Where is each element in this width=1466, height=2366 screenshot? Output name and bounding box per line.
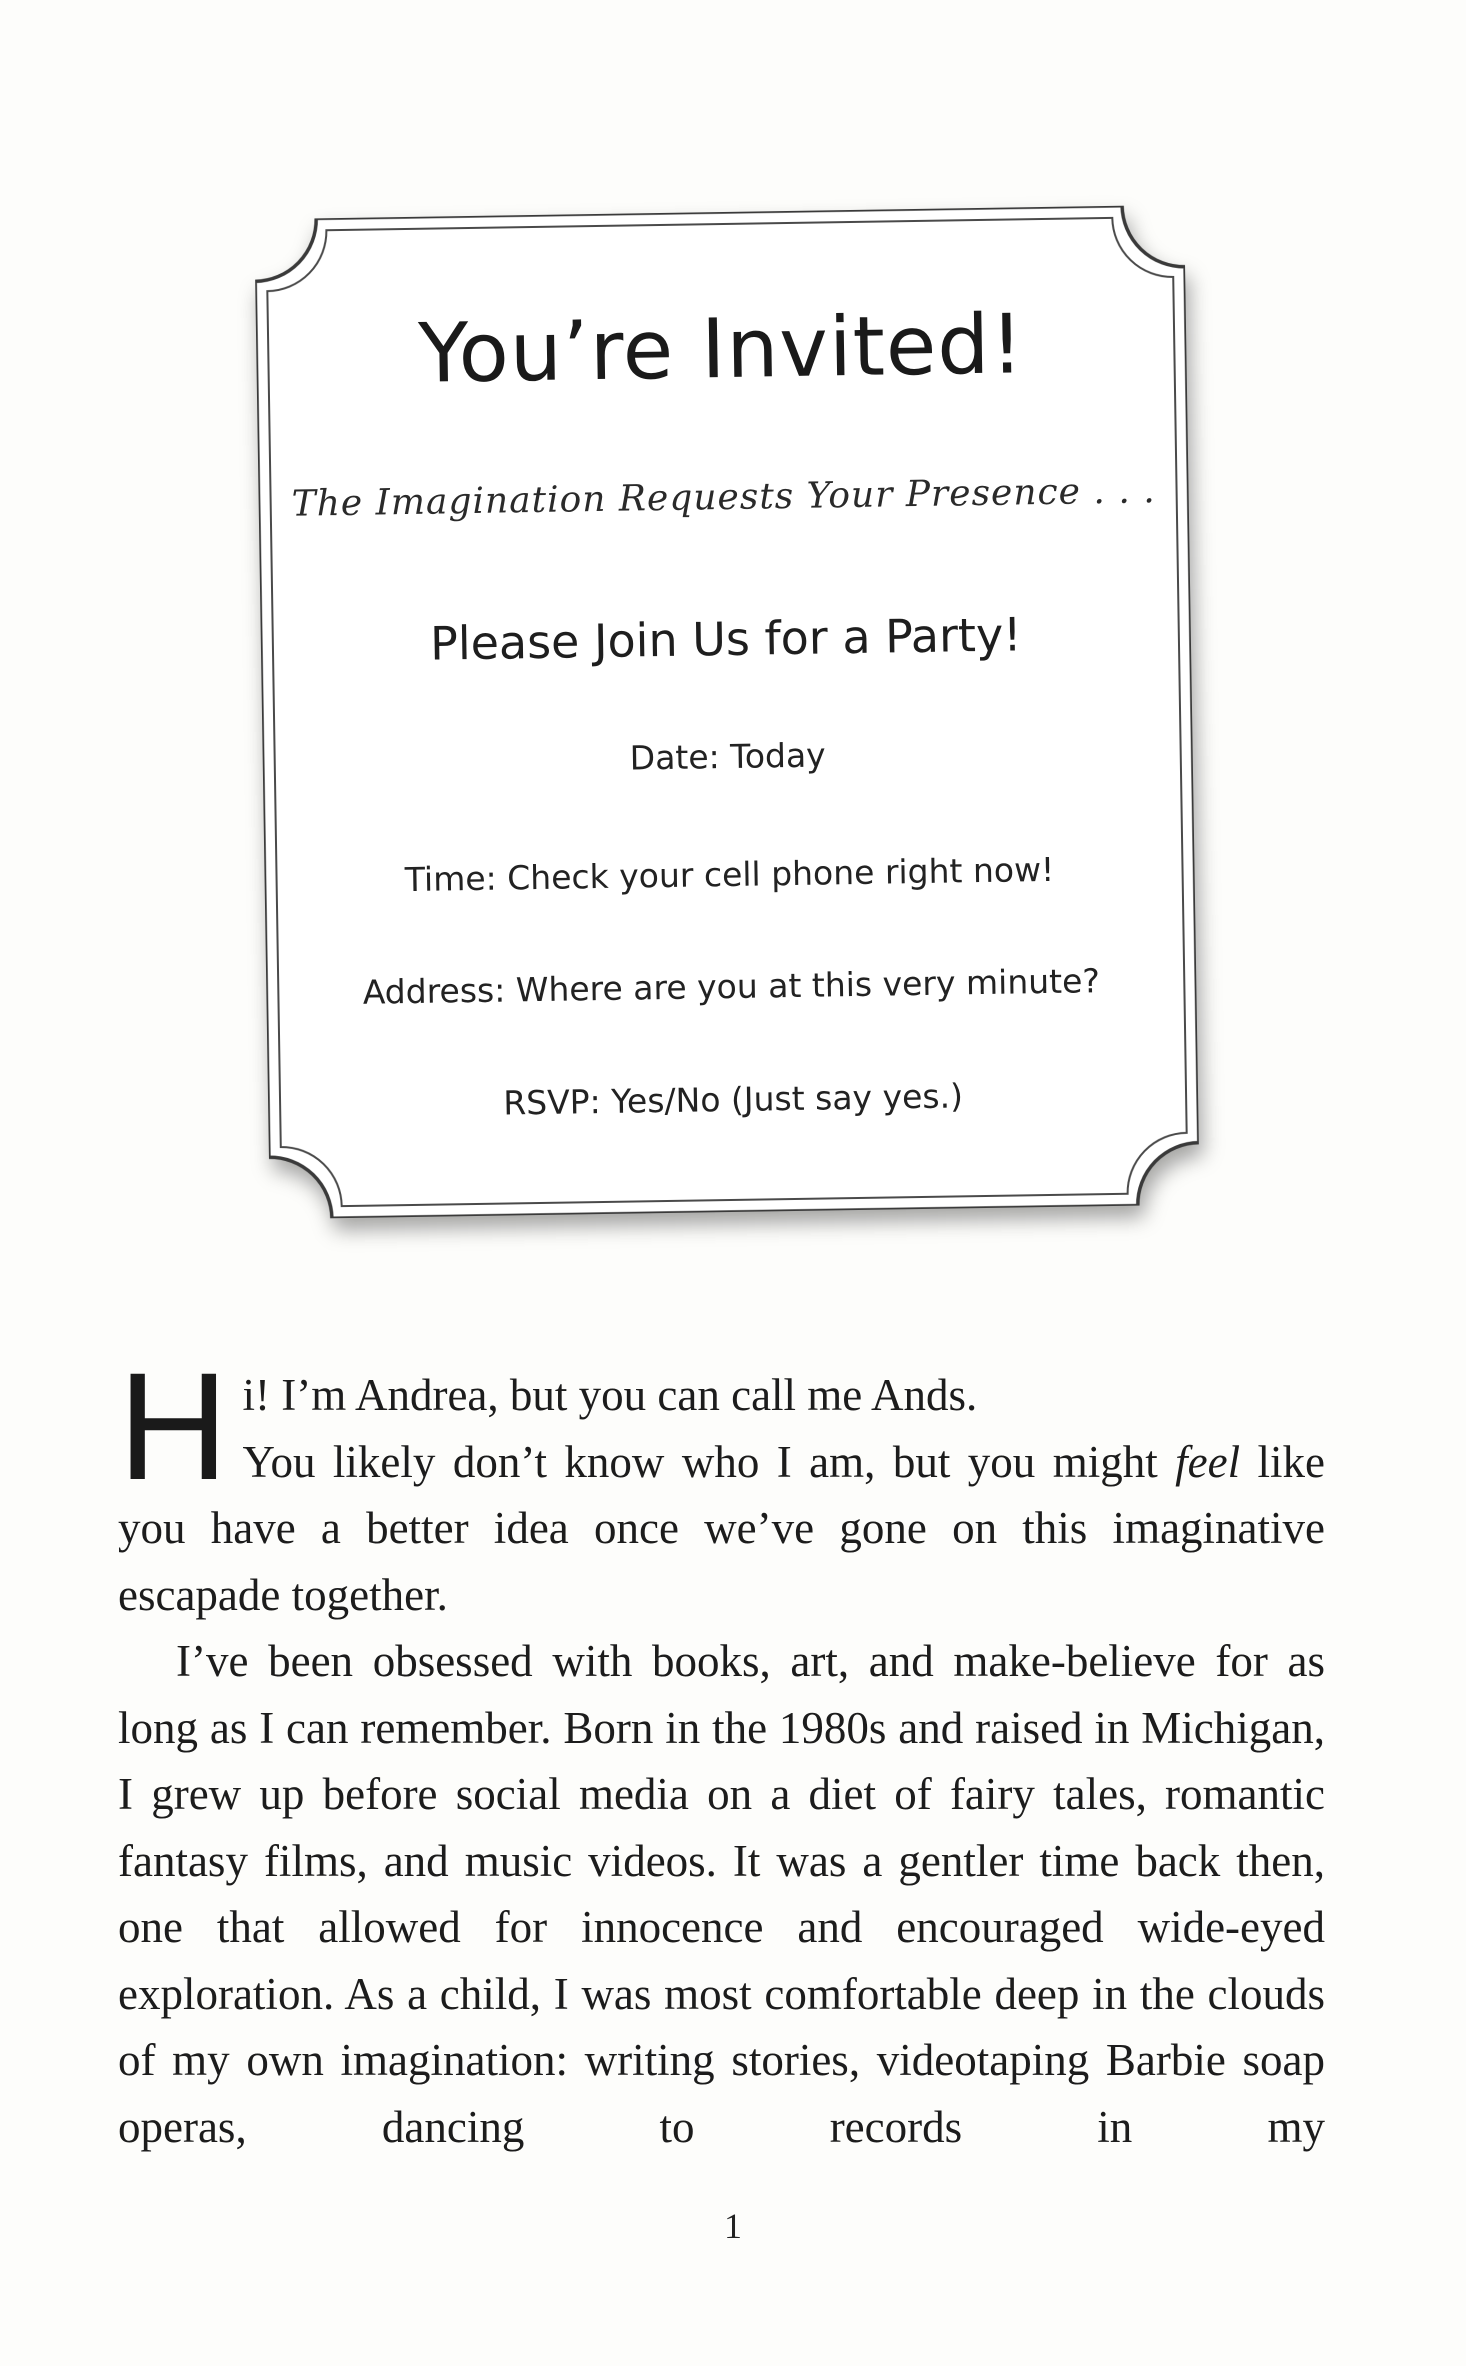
intro-text-end: like you have a better idea once we’ve gone on this imaginative escapade together. xyxy=(118,1436,1325,1620)
drop-cap: H xyxy=(118,1341,229,1512)
intro-greeting: i! I’m Andrea, but you can call me Ands. xyxy=(242,1370,978,1420)
paragraph-background: I’ve been obsessed with books, art, and make-believe for as long as I can remember. Born in the 1980s and raised in Michigan, I grew up before social media on a diet of fairy tales, romantic fantasy films, and music videos. It was a gentler time back then, one that allowed for innocence and encouraged wide-eyed exploration. As a child, I was most comfortable deep in the clouds of my own imagination: writing stories, videotaping Barbie soap operas, dancing to records in my xyxy=(118,1636,1325,2152)
paragraph-intro xyxy=(118,1341,1325,1628)
invitation-rsvp: RSVP: Yes/No (Just say yes.) xyxy=(502,1076,964,1123)
intro-emphasis: feel xyxy=(1175,1436,1241,1487)
invitation-date: Date: Today xyxy=(629,735,826,778)
page-number: 1 xyxy=(724,2206,742,2246)
invitation-card xyxy=(254,205,1200,1219)
invitation-address: Address: Where are you at this very minute? xyxy=(362,961,1101,1012)
invitation-title: You’re Invited! xyxy=(417,297,1025,402)
body-text xyxy=(118,1341,1325,2160)
invitation-heading: Please Join Us for a Party! xyxy=(429,607,1023,671)
intro-text-start: You likely don’t know who I am, but you might xyxy=(242,1436,1176,1487)
invitation-time: Time: Check your cell phone right now! xyxy=(404,849,1055,900)
invitation-subtitle: The Imagination Requests Your Presence . . . xyxy=(291,470,1156,525)
